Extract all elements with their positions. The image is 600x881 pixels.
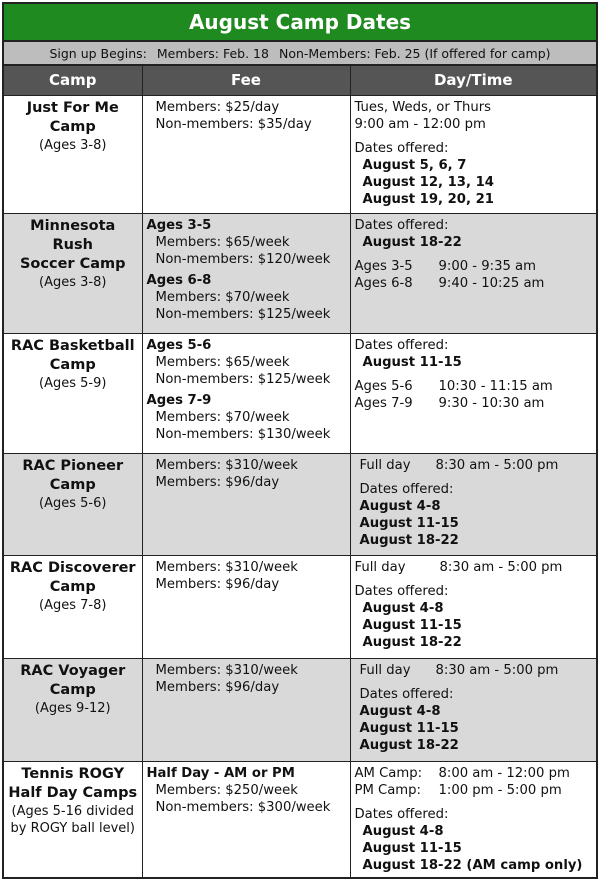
signup-non-members: Non-Members: Feb. 25 (If offered for camp) [278,45,551,61]
fee-group-label: Ages 3-5 [146,217,212,233]
time-value: 9:00 - 9:35 am [438,258,536,274]
date-item: August 18-22 [362,634,462,650]
table-row [4,761,596,877]
camp-name: Just For Me [26,99,119,116]
dates-label: Dates offered: [354,583,449,599]
fee-cell [142,761,350,877]
time-value: 8:30 am - 5:00 pm [435,662,559,678]
dates-label: Dates offered: [359,686,454,702]
day-line: Tues, Weds, or Thurs [354,99,492,115]
full-day-row [360,457,593,474]
fee-line: Members: $70/week [155,409,290,425]
daytime-cell [350,555,596,658]
date-item: August 11-15 [362,354,462,370]
camp-ages: (Ages 7-8) [39,597,107,613]
date-item: August 18-22 [362,234,462,250]
fee-line: Non-members: $130/week [155,426,331,442]
camp-name: RAC Discoverer [9,559,136,576]
daytime-cell [350,658,596,761]
time-value: 10:30 - 11:15 am [438,378,553,394]
fee-group-label: Ages 5-6 [146,337,212,353]
date-item: August 4-8 [362,600,444,616]
full-day-row [360,662,593,679]
camp-cell [4,658,142,761]
signup-members: Members: Feb. 18 [156,45,269,61]
camp-cell [4,95,142,213]
fee-group-label: Ages 6-8 [146,272,212,288]
table-row [4,95,596,213]
fee-line: Non-members: $35/day [155,116,312,132]
time-line: 9:00 am - 12:00 pm [354,116,486,132]
time-row [355,782,593,799]
daytime-cell [350,95,596,213]
time-key: Ages 3-5 [354,258,413,274]
time-key: Ages 7-9 [354,395,413,411]
fee-line: Members: $70/week [155,289,290,305]
fee-cell [142,658,350,761]
time-row [355,258,593,275]
fee-line: Members: $96/day [155,679,280,695]
camp-cell [4,213,142,333]
date-item: August 18-22 [359,737,459,753]
time-key: Full day [359,662,411,678]
table-row [4,333,596,453]
fee-cell [142,95,350,213]
page-title: August Camp Dates [4,4,596,42]
date-item: August 11-15 [362,840,462,856]
header-camp: Camp [4,66,142,95]
date-item: August 11-15 [359,720,459,736]
table-row [4,453,596,555]
date-item: August 12, 13, 14 [362,174,494,190]
fee-line: Members: $96/day [155,474,280,490]
camp-cell [4,555,142,658]
table-row [4,658,596,761]
time-key: Ages 6-8 [354,275,413,291]
table-row [4,555,596,658]
dates-label: Dates offered: [354,806,449,822]
camp-name: Camp [49,356,96,373]
time-value: 1:00 pm - 5:00 pm [438,782,562,798]
fee-line: Members: $65/week [155,234,290,250]
time-value: 8:30 am - 5:00 pm [435,457,559,473]
fee-line: Members: $25/day [155,99,280,115]
date-item: August 4-8 [359,703,441,719]
fee-cell [142,555,350,658]
dates-label: Dates offered: [354,217,449,233]
camp-name: Tennis ROGY [21,765,125,782]
camp-name: RAC Basketball [10,337,135,354]
date-item: August 11-15 [362,617,462,633]
time-row [355,395,593,412]
camp-name: Camp [49,118,96,135]
fee-line: Members: $310/week [155,457,298,473]
daytime-cell [350,333,596,453]
camp-name: RAC Voyager [20,662,126,679]
fee-line: Non-members: $300/week [155,799,331,815]
camp-ages: by ROGY ball level) [10,820,135,836]
daytime-cell [350,213,596,333]
time-value: 8:30 am - 5:00 pm [439,559,563,575]
time-row [355,765,593,782]
camp-cell [4,333,142,453]
fee-line: Members: $65/week [155,354,290,370]
signup-label: Sign up Begins: [49,45,147,61]
header-daytime: Day/Time [350,66,596,95]
dates-label: Dates offered: [359,481,454,497]
fee-cell [142,333,350,453]
camp-ages: (Ages 3-8) [39,274,107,290]
time-value: 9:30 - 10:30 am [438,395,545,411]
camp-dates-sheet [2,2,598,879]
time-value: 9:40 - 10:25 am [438,275,545,291]
signup-banner [4,42,596,66]
camp-name: Soccer Camp [19,255,126,272]
time-key: Ages 5-6 [354,378,413,394]
fee-group-label: Ages 7-9 [146,392,212,408]
camp-ages: (Ages 9-12) [34,700,111,716]
time-key: Full day [354,559,406,575]
fee-group-label: Half Day - AM or PM [146,765,295,781]
camp-ages: (Ages 5-6) [39,495,107,511]
camp-name: Camp [49,681,96,698]
date-item: August 11-15 [359,515,459,531]
full-day-row [355,559,593,576]
time-key: AM Camp: [354,765,423,781]
fee-line: Non-members: $125/week [155,306,331,322]
camp-cell [4,453,142,555]
date-item: August 19, 20, 21 [362,191,494,207]
camp-cell [4,761,142,877]
time-value: 8:00 am - 12:00 pm [438,765,570,781]
camp-name: Camp [49,578,96,595]
fee-line: Non-members: $120/week [155,251,331,267]
date-item: August 4-8 [359,498,441,514]
camp-table [4,66,596,877]
camp-ages: (Ages 3-8) [39,137,107,153]
camp-name: Half Day Camps [8,784,138,801]
date-item: August 18-22 [359,532,459,548]
date-item: August 4-8 [362,823,444,839]
dates-label: Dates offered: [354,337,449,353]
daytime-cell [350,453,596,555]
daytime-cell [350,761,596,877]
camp-name: Minnesota Rush [30,217,116,253]
header-fee: Fee [142,66,350,95]
fee-line: Members: $310/week [155,559,298,575]
table-header-row [4,66,596,95]
date-item: August 18-22 (AM camp only) [362,857,583,873]
table-row [4,213,596,333]
camp-ages: (Ages 5-9) [39,375,107,391]
dates-label: Dates offered: [354,140,449,156]
camp-name: Camp [49,476,96,493]
fee-line: Non-members: $125/week [155,371,331,387]
fee-line: Members: $310/week [155,662,298,678]
time-row [355,378,593,395]
date-item: August 5, 6, 7 [362,157,467,173]
fee-cell [142,453,350,555]
time-row [355,275,593,292]
camp-ages: (Ages 5-16 divided [11,803,134,819]
camp-name: RAC Pioneer [22,457,124,474]
time-key: Full day [359,457,411,473]
fee-line: Members: $96/day [155,576,280,592]
fee-line: Members: $250/week [155,782,298,798]
time-key: PM Camp: [354,782,421,798]
fee-cell [142,213,350,333]
